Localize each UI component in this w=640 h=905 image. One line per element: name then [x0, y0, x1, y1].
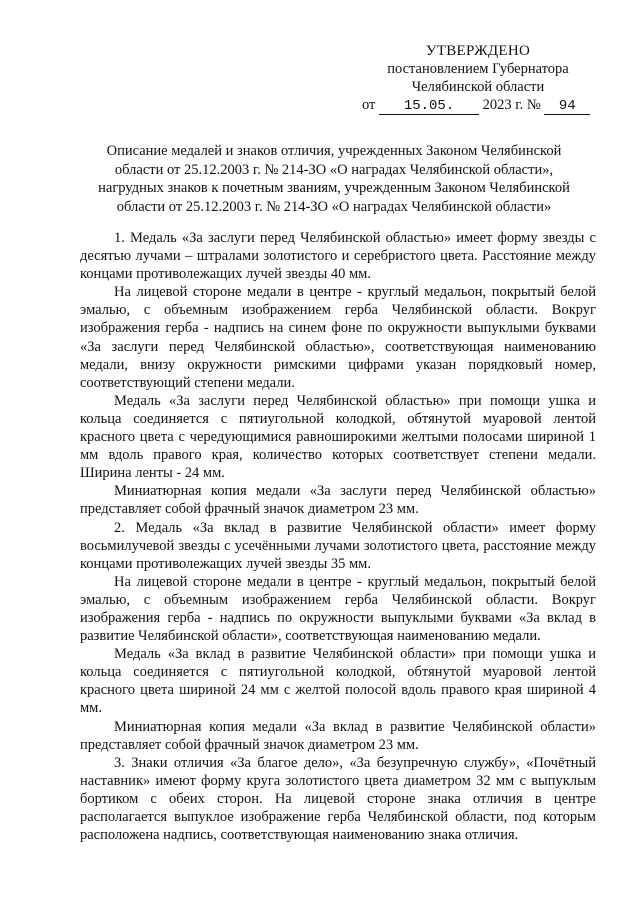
approval-stamp [358, 42, 598, 115]
paragraph: Медаль «За заслуги перед Челябинской областью» при помощи ушка и кольца соединяется с пятиугольной колодкой, обтянутой муаровой лентой красного цвета с чередующимися равноширокими желтыми полосами шириной 1 мм вдоль правого края, количество которых соответствует степени медали. Ширина ленты - 24 мм. [80, 392, 596, 482]
approval-line-1: постановлением Губернатора [387, 61, 569, 77]
approval-date-line [358, 96, 598, 115]
document-body [80, 229, 596, 844]
approved-heading: УТВЕРЖДЕНО [425, 43, 531, 59]
paragraph: Миниатюрная копия медали «За заслуги перед Челябинской областью» представляет собой фрачный значок диаметром 23 мм. [80, 483, 596, 518]
approval-line-2: Челябинской области [411, 79, 545, 95]
from-label: от [362, 97, 376, 113]
paragraph: Медаль «За вклад в развитие Челябинской области» при помощи ушка и кольца соединяется с пятиугольной колодкой, обтянутой муаровой лентой красного цвета шириной 24 мм с желтой полосой вдоль правого края шириной 4 мм. [80, 646, 596, 717]
paragraph: На лицевой стороне медали в центре - круглый медальон, покрытый белой эмалью, с объемным изображением герба Челябинской области. Вокруг изображения герба - надпись по окружности выпуклыми буквами «За вклад в развитие Челябинской области», соответствующая наименованию медали. [80, 573, 596, 645]
approval-number: 94 [544, 98, 590, 115]
document-title: Описание медалей и знаков отличия, учрежденных Законом Челябинской области от 25.12.2003 г. № 214-ЗО «О наградах Челябинской области», нагрудных знаков к почетным званиям, учрежденным Законом Челябинской области от 25.12.2003 г. № 214-ЗО «О наградах Челябинской области» [98, 143, 570, 215]
paragraph: 1. Медаль «За заслуги перед Челябинской областью» имеет форму звезды с десятью лучами – штралами золотистого и серебристого цвета. Расстояние между концами противолежащих лучей звезды 40 мм. [80, 230, 596, 283]
paragraph: Миниатюрная копия медали «За вклад в развитие Челябинской области» представляет собой фрачный значок диаметром 23 мм. [80, 718, 596, 753]
approval-date: 15.05. [379, 98, 479, 115]
paragraph: 3. Знаки отличия «За благое дело», «За безупречную службу», «Почётный наставник» имеют форму круга золотистого цвета диаметром 32 мм с выпуклым бортиком с обеих сторон. На лицевой стороне знака отличия в центре располагается выпуклое изображение герба Челябинской области, под которым расположена надпись, соответствующая наименованию знака отличия. [80, 754, 596, 844]
paragraph: На лицевой стороне медали в центре - круглый медальон, покрытый белой эмалью, с объемным изображением герба Челябинской области. Вокруг изображения герба - надпись на синем фоне по окружности выпуклыми буквами «За заслуги перед Челябинской областью», соответствующая наименованию медали, внизу окружности римскими цифрами указан порядковый номер, соответствующий степени медали. [80, 284, 596, 391]
approval-year-label: 2023 г. № [482, 97, 541, 113]
paragraph: 2. Медаль «За вклад в развитие Челябинской области» имеет форму восьмилучевой звезды с усечёнными лучами золотистого цвета, расстояние между концами противолежащих лучей звезды 35 мм. [80, 519, 596, 572]
